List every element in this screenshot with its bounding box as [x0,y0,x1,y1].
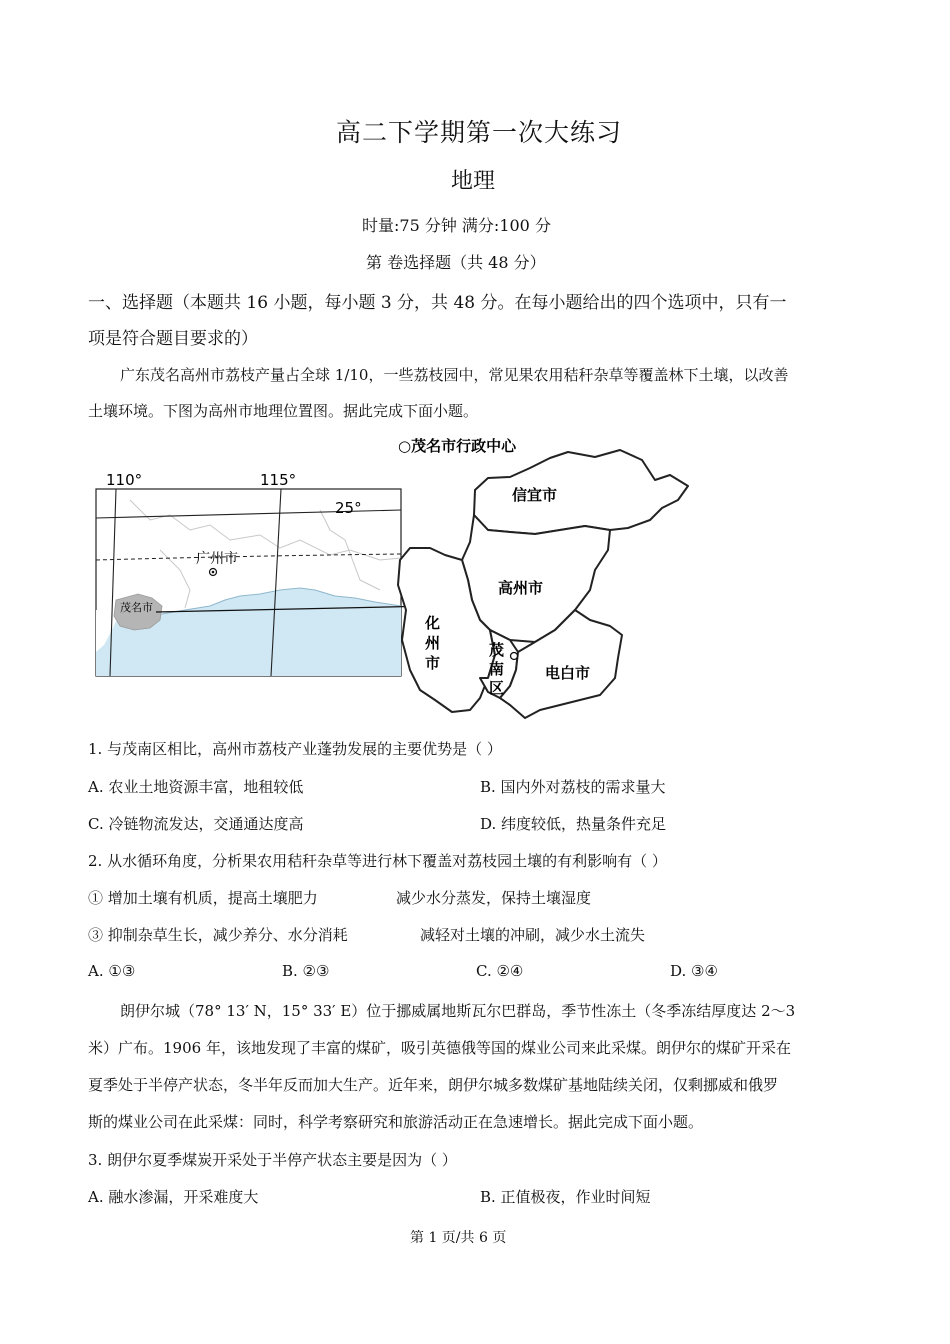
part-heading: 第 卷选择题（共 48 分） [366,253,546,272]
inset-map [96,471,401,676]
passage2-line3: 夏季处于半停产状态，冬半年反而加大生产。近年来，朗伊尔城多数煤矿基地陆续关闭，仅剩挪威和俄罗 [88,1076,779,1094]
q2-statement-4: 减轻对土壤的冲刷，减少水土流失 [420,926,646,944]
huazhou-label-1: 化 [425,614,441,632]
q3-stem: 3. 朗伊尔夏季煤炭开采处于半停产状态主要是因为（ ） [88,1151,457,1169]
page-number: 第 1 页/共 6 页 [410,1230,507,1246]
maonan-label-1: 茂 [489,641,505,659]
passage2-line1: 朗伊尔城（78° 13′ N，15° 33′ E）位于挪威属地斯瓦尔巴群岛，季节性冻土（冬季冻结厚度达 2～3 [120,1002,796,1020]
q1-stem: 1. 与茂南区相比，高州市荔枝产业蓬勃发展的主要优势是（ ） [88,740,502,758]
huazhou-label-2: 州 [425,634,441,652]
section-instruction-line1: 一、选择题（本题共 16 小题，每小题 3 分，共 48 分。在每小题给出的四个选项中，只有一 [88,293,787,313]
q1-option-c: C. 冷链物流发达，交通通达度高 [88,815,304,833]
q2-statement-1: ① 增加土壤有机质，提高土壤肥力 [88,889,318,907]
passage2-line2: 米）广布。1906 年，该地发现了丰富的煤矿，吸引英德俄等国的煤业公司来此采煤。朗伊尔的煤矿开采在 [88,1039,791,1057]
xinyi-region [474,450,688,534]
maonan-label-2: 南 [489,660,505,678]
dianbai-label: 电白市 [545,664,591,682]
lat-25-label: 25° [335,499,362,517]
exam-meta: 时量:75 分钟 满分:100 分 [362,216,551,235]
q2-option-a: A. ①③ [88,962,136,980]
guangzhou-label: 广州市 [196,551,238,567]
q2-stem: 2. 从水循环角度，分析果农用秸秆杂草等进行林下覆盖对荔枝园土壤的有利影响有（ ） [88,852,667,870]
xinyi-label: 信宜市 [512,486,558,504]
huazhou-label-3: 市 [425,654,441,672]
admin-center-marker-icon [511,653,518,660]
gaozhou-label: 高州市 [498,579,544,597]
lon-110-label: 110° [106,471,143,489]
q1-option-a: A. 农业土地资源丰富，地租较低 [88,778,304,796]
q1-option-d: D. 纬度较低，热量条件充足 [480,815,667,833]
q2-statement-3: ③ 抑制杂草生长，减少养分、水分消耗 [88,926,348,944]
q2-statement-2: 减少水分蒸发，保持土壤湿度 [396,889,592,907]
q3-option-a: A. 融水渗漏，开采难度大 [88,1188,259,1206]
maoming-label: 茂名市 [120,601,153,614]
admin-center-label: ○茂名市行政中心 [398,437,517,455]
guangzhou-marker-dot [212,571,215,574]
q2-option-b: B. ②③ [282,962,330,980]
exam-title: 高二下学期第一次大练习 [336,118,623,147]
q3-option-b: B. 正值极夜，作业时间短 [480,1188,651,1206]
passage1-line1: 广东茂名高州市荔枝产量占全球 1/10，一些荔枝园中，常见果农用秸秆杂草等覆盖林下土壤，以改善 [120,366,789,384]
q2-option-c: C. ②④ [476,962,524,980]
subject-title: 地理 [451,169,496,194]
q2-option-d: D. ③④ [670,962,718,980]
passage2-line4: 斯的煤业公司在此采煤：同时，科学考察研究和旅游活动正在急速增长。据此完成下面小题。 [88,1113,704,1131]
gaozhou-location-map [90,430,890,725]
q1-option-b: B. 国内外对荔枝的需求量大 [480,778,666,796]
passage1-line2: 土壤环境。下图为高州市地理位置图。据此完成下面小题。 [88,402,479,420]
section-instruction-line2: 项是符合题目要求的） [88,329,258,349]
maonan-label-3: 区 [489,679,505,697]
lon-115-label: 115° [260,471,297,489]
